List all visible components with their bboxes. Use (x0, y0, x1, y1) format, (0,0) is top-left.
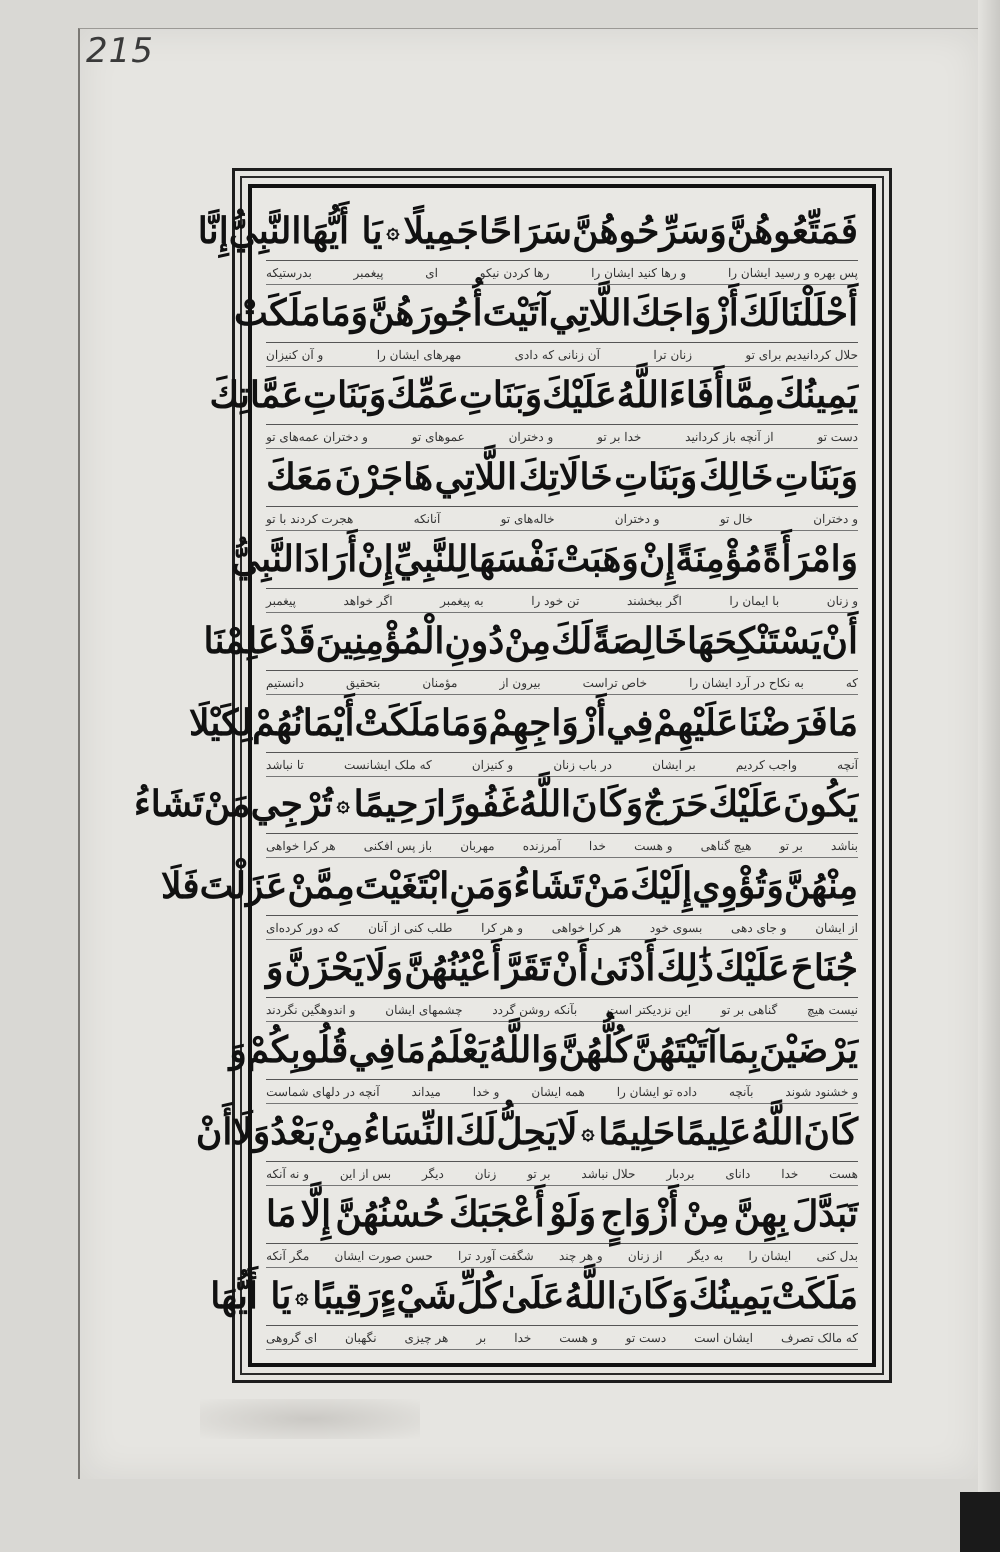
persian-gloss: حلال نباشد (581, 1167, 636, 1182)
arabic-word: أَعْيُنُهُنَّ (404, 947, 502, 990)
arabic-word: تَشَاءُ (133, 783, 204, 826)
scan-corner (960, 1492, 1000, 1552)
arabic-word: حَلِيمًا (598, 1111, 676, 1154)
arabic-word: لَكَ (738, 291, 781, 334)
persian-gloss: بآنچه (728, 1085, 754, 1100)
arabic-word: يَمِينُكَ (688, 1274, 772, 1317)
persian-gloss: و کنیزان (471, 757, 514, 772)
persian-gloss-line (266, 835, 858, 858)
arabic-word: اللَّهُ (616, 373, 669, 416)
arabic-word: أَزْوَاجٍ (600, 1193, 679, 1236)
arabic-word: خَالِكَ (698, 455, 774, 498)
arabic-word: وَتُؤْوِي (692, 865, 784, 908)
persian-gloss-line (266, 999, 858, 1022)
arabic-word: تَقَرَّ (502, 947, 551, 990)
arabic-word: وَبَنَاتِ (303, 373, 387, 416)
arabic-word: ابْتَغَيْتَ (354, 865, 450, 908)
arabic-word: قَدْ (279, 619, 316, 662)
arabic-word: النِّسَاءُ (363, 1111, 456, 1154)
persian-gloss: مهربان (460, 839, 495, 854)
persian-gloss: بدل کنی (816, 1249, 858, 1264)
arabic-word: أَدْنَىٰ (589, 947, 656, 990)
arabic-word: وَلَا (365, 947, 404, 990)
paper-stain (200, 1399, 420, 1439)
persian-gloss: آنانکه (413, 511, 441, 526)
arabic-line (209, 366, 858, 425)
arabic-word: كُلِّ (456, 1274, 502, 1317)
arabic-word: كُلُّهُنَّ (558, 1029, 632, 1072)
text-frame-panel (133, 184, 876, 1367)
persian-gloss: هر کرا خواهی (266, 839, 336, 854)
persian-gloss: مؤمنان (422, 675, 458, 690)
arabic-word: الْمُؤْمِنِينَ (315, 619, 445, 662)
persian-gloss: زنان (474, 1167, 497, 1182)
persian-gloss: بناشد (831, 839, 858, 854)
persian-gloss-line (266, 754, 858, 777)
persian-gloss: و اندوهگین نگردند (266, 1003, 356, 1018)
persian-gloss: ای (425, 266, 438, 280)
text-block (133, 202, 858, 1349)
arabic-word: اللَّاتِي (434, 455, 518, 498)
arabic-word: فَرَضْنَا (738, 701, 828, 744)
persian-gloss: بس از این (339, 1167, 392, 1182)
persian-gloss: که ملک ایشانست (343, 757, 432, 772)
arabic-word: عَلِمْنَا (203, 619, 280, 662)
verse-marker-icon: ۞ (581, 1119, 595, 1146)
persian-gloss: مهرهای ایشان را (376, 347, 462, 362)
persian-gloss: هر چیزی (404, 1330, 449, 1345)
arabic-word: مَلَكَتْ (771, 1274, 858, 1317)
arabic-word: وَ (266, 947, 284, 990)
arabic-word: أَنْ (551, 947, 589, 990)
arabic-word: لَكَ (455, 1111, 497, 1154)
arabic-word: فَمَتِّعُوهُنَّ (726, 210, 858, 252)
persian-gloss-line (266, 508, 858, 531)
line-pair (231, 530, 858, 612)
line-pair (188, 694, 858, 776)
persian-gloss: و زنان (826, 593, 858, 608)
arabic-word: حُسْنُهُنَّ (335, 1193, 445, 1236)
persian-gloss: که (845, 675, 858, 690)
arabic-word: شَيْءٍ (379, 1274, 457, 1317)
arabic-word: أَزْوَاجِهِمْ (488, 701, 607, 744)
arabic-word: لِكَيْلَا (188, 701, 253, 744)
persian-gloss: و خدا (472, 1085, 500, 1100)
arabic-word: جُنَاحَ (790, 947, 858, 990)
arabic-word: تَشَاءُ (513, 865, 584, 908)
persian-gloss: میداند (411, 1085, 441, 1100)
arabic-word: جَمِيلًا (403, 210, 479, 252)
persian-gloss-line (266, 426, 858, 449)
persian-gloss: آنچه (837, 757, 858, 772)
arabic-word: مِمَّا (724, 373, 776, 416)
arabic-word: حَرَجٌ (643, 783, 709, 826)
arabic-word: يَا أَيُّهَا (210, 1274, 292, 1317)
arabic-line (266, 939, 858, 998)
arabic-word: مَا (827, 701, 858, 744)
persian-gloss: مگر آنکه (266, 1249, 310, 1264)
arabic-word: أَفَاءَ (668, 373, 725, 416)
arabic-word: بَعْدُ (270, 1111, 317, 1154)
persian-gloss: تا نباشد (266, 757, 304, 772)
arabic-word: النَّبِيُّ (228, 210, 302, 252)
arabic-word: وَبَنَاتِ (614, 455, 698, 498)
arabic-line (188, 694, 858, 753)
arabic-word: عَلَيْكَ (708, 783, 784, 826)
arabic-word: وَاللَّهُ (489, 1029, 559, 1072)
arabic-word: اللَّهُ (751, 1111, 804, 1154)
arabic-line (266, 1185, 858, 1244)
persian-gloss: و آن کنیزان (266, 347, 324, 362)
arabic-word: أَزْوَاجَكَ (631, 291, 739, 334)
arabic-word: رَحِيمًا (353, 783, 436, 826)
arabic-word: وَسَرِّحُوهُنَّ (572, 210, 727, 252)
persian-gloss-line (266, 1327, 858, 1350)
arabic-word: آتَيْتَ (482, 291, 549, 334)
persian-gloss-line (266, 1163, 858, 1186)
persian-gloss: خاله‌های تو (500, 511, 555, 526)
persian-gloss: ای گروهی (266, 1330, 318, 1345)
persian-gloss: عموهای تو (411, 429, 465, 444)
arabic-word: مَلَكَتْ (233, 291, 321, 334)
line-pair (203, 612, 858, 694)
persian-gloss: بر تو (527, 1167, 551, 1182)
arabic-line (266, 448, 858, 507)
arabic-line (210, 1267, 858, 1326)
arabic-word: كَانَ (803, 1111, 858, 1154)
arabic-word: مَا (395, 1029, 426, 1072)
line-pair (209, 366, 858, 448)
persian-gloss: داده تو ایشان را (616, 1085, 697, 1100)
arabic-word: لِلنَّبِيِّ (393, 537, 469, 580)
arabic-word: مَنْ (203, 783, 251, 826)
persian-gloss: هر کرا خواهی (551, 921, 622, 936)
folio-number: 215 (86, 31, 154, 71)
persian-gloss: دست تو (817, 429, 858, 444)
arabic-word: خَالَاتِكَ (518, 455, 613, 498)
arabic-word: وَامْرَأَةً (762, 537, 858, 580)
arabic-word: عَلِيمًا (675, 1111, 752, 1154)
persian-gloss: از زنان (627, 1249, 663, 1264)
arabic-word: خَالِصَةً (592, 619, 687, 662)
arabic-line (229, 1021, 858, 1080)
arabic-word: وَمَنِ (449, 865, 514, 908)
persian-gloss: حسن صورت ایشان (334, 1249, 433, 1264)
persian-gloss-line (266, 917, 858, 940)
persian-gloss: و رها کنید ایشان را (591, 266, 687, 280)
persian-gloss: با ایمان را (729, 593, 780, 608)
arabic-word: وَبَنَاتِ (458, 373, 543, 416)
line-pair (210, 1267, 858, 1349)
persian-gloss: و هر کرا (481, 921, 524, 936)
persian-gloss: نیست هیچ (807, 1003, 858, 1018)
persian-gloss: دانای (725, 1167, 751, 1182)
arabic-line (133, 775, 858, 834)
arabic-word: يَسْتَنْكِحَهَا (687, 619, 822, 662)
arabic-word: مِنْ (682, 1193, 730, 1236)
line-pair (266, 448, 858, 530)
persian-gloss: خدا (588, 839, 606, 854)
arabic-word: وَمَا (320, 291, 369, 334)
arabic-word: أَعْجَبَكَ (448, 1193, 545, 1236)
arabic-word: إِنْ (638, 537, 676, 580)
line-pair (133, 775, 858, 857)
persian-gloss: به پیغمبر (440, 593, 484, 608)
persian-gloss: که مالک تصرف (780, 1330, 858, 1345)
arabic-word: لَا (556, 1111, 578, 1154)
persian-gloss: طلب کنی از آنان (368, 921, 453, 936)
arabic-word: سَرَاحًا (478, 210, 573, 252)
verse-marker-icon: ۞ (386, 218, 400, 244)
arabic-word: عَلَيْكَ (714, 947, 790, 990)
arabic-word: مِنْ (504, 619, 551, 662)
persian-gloss: باز پس افکنی (363, 839, 433, 854)
arabic-word: مَا (266, 1193, 297, 1236)
persian-gloss: ایشان را (748, 1249, 792, 1264)
arabic-word: أَيْمَانُهُمْ (252, 701, 355, 744)
arabic-word: بِهِنَّ (733, 1193, 788, 1236)
persian-gloss: این نزدیکتر است (606, 1003, 692, 1018)
arabic-word: وَكَانَ (616, 1274, 689, 1317)
arabic-word: يَحِلُّ (496, 1111, 557, 1154)
arabic-word: إِلَّا (300, 1193, 332, 1236)
persian-gloss: و دختران (614, 511, 660, 526)
arabic-word: يَعْلَمُ (425, 1029, 490, 1072)
arabic-line (203, 612, 858, 671)
persian-gloss: دست تو (625, 1330, 667, 1345)
persian-gloss: همه ایشان (531, 1085, 585, 1100)
persian-gloss: نگهبان (344, 1330, 377, 1345)
line-pair (160, 857, 858, 939)
arabic-word: عَمِّكَ (386, 373, 459, 416)
persian-gloss: به دیگر (687, 1249, 724, 1264)
persian-gloss: بردبار (666, 1167, 695, 1182)
verse-marker-icon: ۞ (336, 791, 350, 818)
arabic-word: يَرْضَيْنَ (759, 1029, 858, 1072)
arabic-word: أَنْ (821, 619, 858, 662)
arabic-line (231, 530, 858, 589)
arabic-word: عَلَيْهِمْ (653, 701, 739, 744)
arabic-word: آتَيْتَهُنَّ (631, 1029, 718, 1072)
arabic-word: مِنْهُنَّ (783, 865, 858, 908)
arabic-word: ذَٰلِكَ (656, 947, 714, 990)
persian-gloss: رها کردن نیکو (479, 266, 550, 280)
persian-gloss: و دختران (508, 429, 554, 444)
arabic-word: إِنْ (357, 537, 394, 580)
persian-gloss: چشمهای ایشان (385, 1003, 463, 1018)
arabic-word: عَمَّاتِكَ (209, 373, 304, 416)
persian-gloss: پیغمبر (353, 266, 384, 280)
persian-gloss: و نه آنکه (266, 1167, 309, 1182)
persian-gloss: ایشان است (694, 1330, 753, 1345)
persian-gloss: بر ایشان (652, 757, 696, 772)
verse-marker-icon: ۞ (295, 1282, 309, 1309)
arabic-word: وَ (229, 1029, 247, 1072)
arabic-word: وَلَوْ (549, 1193, 597, 1236)
persian-gloss: که دور کرده‌ای (266, 921, 340, 936)
arabic-line (233, 284, 858, 343)
persian-gloss: خدا (514, 1330, 532, 1345)
arabic-word: النَّبِيُّ (231, 537, 304, 580)
arabic-word: عَلَىٰ (501, 1274, 565, 1317)
persian-gloss: تن خود را (531, 593, 580, 608)
persian-gloss: هست (829, 1167, 858, 1182)
arabic-word: يَكُونَ (783, 783, 858, 826)
arabic-word: اللَّهُ (518, 783, 572, 826)
arabic-word: دُونِ (444, 619, 505, 662)
arabic-word: عَزَلْتَ (199, 865, 288, 908)
persian-gloss: آن زنانی که دادی (514, 347, 600, 362)
arabic-word: مُؤْمِنَةً (675, 537, 763, 580)
persian-gloss: خال تو (719, 511, 753, 526)
arabic-word: اللَّاتِي (548, 291, 632, 334)
arabic-word: رَقِيبًا (312, 1274, 380, 1317)
arabic-word: مَنْ (583, 865, 631, 908)
persian-gloss: هیچ گناهی (700, 839, 752, 854)
persian-gloss: و دختران عمه‌های تو (266, 429, 368, 444)
persian-gloss-line (266, 262, 858, 285)
persian-gloss: خدا بر تو (597, 429, 642, 444)
persian-gloss: دانستیم (266, 675, 304, 690)
arabic-word: مَعَكَ (266, 455, 334, 498)
persian-gloss: دیگر (421, 1167, 444, 1182)
arabic-line (195, 1103, 858, 1162)
arabic-word: نَفْسَهَا (468, 537, 557, 580)
arabic-word: هَاجَرْنَ (334, 455, 434, 498)
persian-gloss: شگفت آورد ترا (457, 1249, 534, 1264)
arabic-word: اللَّهُ (564, 1274, 617, 1317)
persian-gloss: و خشنود شوند (785, 1085, 858, 1100)
arabic-word: يَمِينُكَ (775, 373, 858, 416)
arabic-word: وَبَنَاتِ (774, 455, 858, 498)
persian-gloss: در باب زنان (553, 757, 612, 772)
arabic-word: تَبَدَّلَ (792, 1193, 858, 1236)
arabic-word: أَحْلَلْنَا (780, 291, 858, 334)
persian-gloss: پس بهره و رسید ایشان را (727, 266, 858, 280)
line-pair (266, 939, 858, 1021)
arabic-word: وَمَا (440, 701, 489, 744)
arabic-word: وَكَانَ (571, 783, 644, 826)
persian-gloss: بر تو (779, 839, 803, 854)
persian-gloss: به نکاح در آرد ایشان را (689, 675, 804, 690)
persian-gloss: بسوی خود (649, 921, 703, 936)
arabic-word: وَهَبَتْ (556, 537, 639, 580)
persian-gloss: و دختران (813, 511, 858, 526)
persian-gloss: خاص تراست (582, 675, 648, 690)
persian-gloss: پیغمبر (266, 593, 296, 608)
page-edge (978, 0, 1000, 1552)
persian-gloss: اگر ببخشند (626, 593, 682, 608)
persian-gloss: زنان ترا (653, 347, 693, 362)
line-pair (195, 1103, 858, 1185)
arabic-word: إِنَّا (197, 210, 229, 252)
arabic-word: فِي (606, 701, 654, 744)
persian-gloss: بر (476, 1330, 487, 1345)
persian-gloss: و جای دهی (730, 921, 787, 936)
arabic-word: أَنْ (195, 1111, 233, 1154)
persian-gloss-line (266, 1081, 858, 1104)
arabic-word: قُلُوبِكُمْ (246, 1029, 349, 1072)
persian-gloss: هجرت کردند با تو (266, 511, 354, 526)
persian-gloss: بیرون از (499, 675, 541, 690)
persian-gloss: آنچه در دلهای شماست (266, 1085, 380, 1100)
persian-gloss-line (266, 590, 858, 613)
arabic-word: إِلَيْكَ (630, 865, 693, 908)
arabic-word: بِمَا (717, 1029, 760, 1072)
persian-gloss: بتحقیق (345, 675, 381, 690)
persian-gloss: از آنچه باز کردانید (685, 429, 774, 444)
arabic-word: أُجُورَهُنَّ (368, 291, 483, 334)
persian-gloss: حلال کردانیدیم برای تو (745, 347, 858, 362)
line-pair (197, 202, 858, 284)
arabic-word: أَرَادَ (303, 537, 358, 580)
arabic-word: يَا أَيُّهَا (301, 210, 383, 252)
arabic-line (197, 202, 858, 261)
arabic-word: مِنْ (316, 1111, 364, 1154)
persian-gloss: و هست (634, 839, 673, 854)
text-frame-rule (133, 176, 884, 1375)
arabic-word: مِمَّنْ (287, 865, 355, 908)
arabic-word: وَلَا (232, 1111, 271, 1154)
persian-gloss: از ایشان (815, 921, 858, 936)
persian-gloss: خدا (781, 1167, 799, 1182)
line-pair (229, 1021, 858, 1103)
text-frame (133, 168, 892, 1383)
persian-gloss: آمرزنده (522, 839, 561, 854)
arabic-word: لَكَ (550, 619, 593, 662)
persian-gloss-line (266, 344, 858, 367)
arabic-word: مَلَكَتْ (354, 701, 441, 744)
line-pair (233, 284, 858, 366)
persian-gloss: بدرستیکه (266, 266, 312, 280)
line-pair (266, 1185, 858, 1267)
persian-gloss-line (266, 672, 858, 695)
persian-gloss: واجب کردیم (735, 757, 798, 772)
persian-gloss: گناهی بر تو (720, 1003, 778, 1018)
persian-gloss: و هست (559, 1330, 598, 1345)
arabic-word: فَلَا (160, 865, 200, 908)
arabic-word: عَلَيْكَ (542, 373, 617, 416)
persian-gloss-line (266, 1245, 858, 1268)
arabic-word: يَحْزَنَّ (284, 947, 365, 990)
arabic-word: غَفُورًا (435, 783, 519, 826)
arabic-word: فِي (348, 1029, 396, 1072)
persian-gloss: بآنکه روشن گردد (492, 1003, 578, 1018)
persian-gloss: اگر خواهد (343, 593, 393, 608)
arabic-word: تُرْجِي (250, 783, 333, 826)
persian-gloss: و هر چند (558, 1249, 603, 1264)
arabic-line (160, 857, 858, 916)
